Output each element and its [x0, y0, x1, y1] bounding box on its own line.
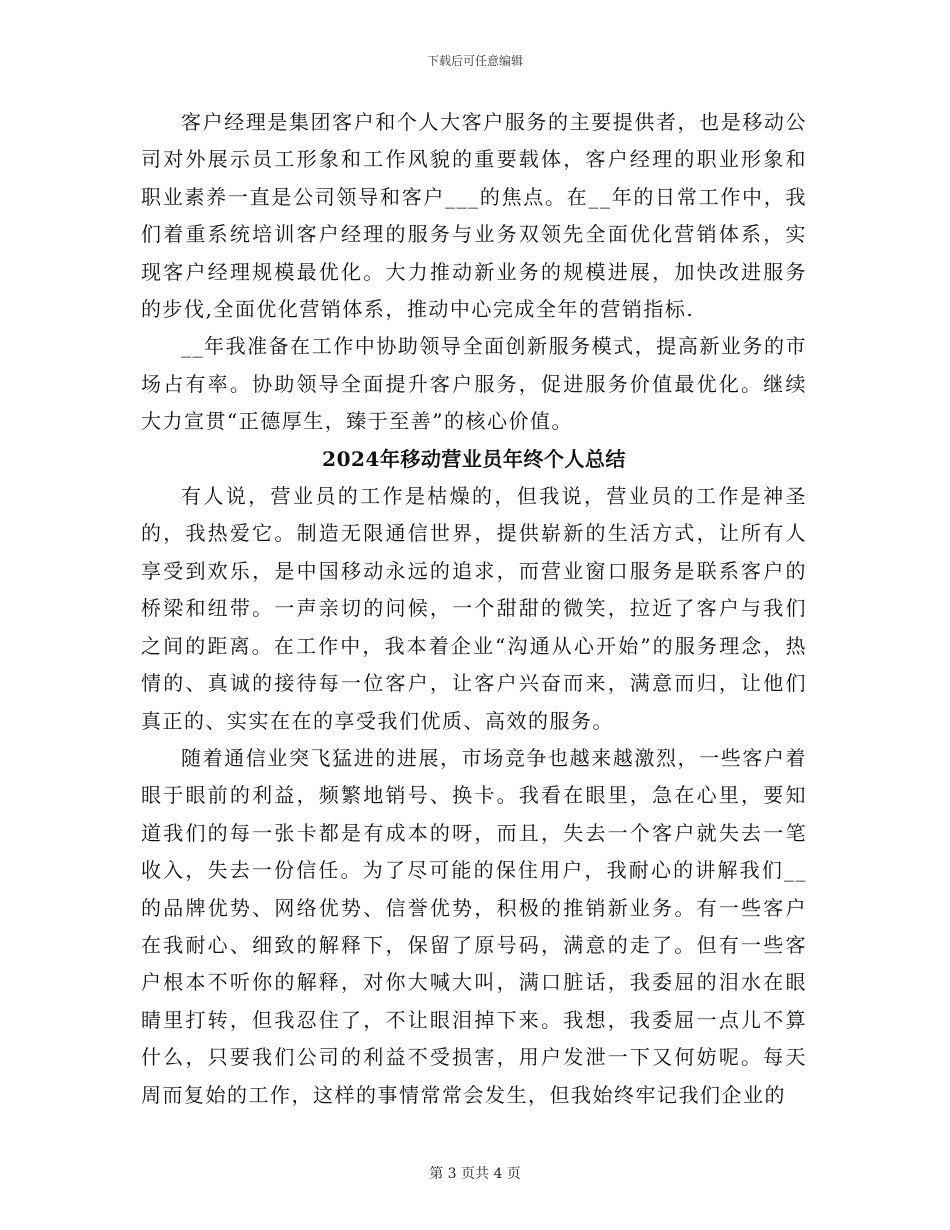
- paragraph-client-manager-role: 客户经理是集团客户和个人大客户服务的主要提供者，也是移动公司对外展示员工形象和工作风貌的重要载体，客户经理的职业形象和职业素养一直是公司领导和客户___的焦点。在__年的日常工作中，我们着重系统培训客户经理的服务与业务双领先全面优化营销体系，实现客户经理规模最优化。大力推动新业务的规模进展，加快改进服务的步伐,全面优化营销体系，推动中心完成全年的营销指标.: [141, 110, 807, 322]
- paragraph-customer-retention: 随着通信业突飞猛进的进展，市场竞争也越来越激烈，一些客户着眼于眼前的利益，频繁地销号、换卡。我看在眼里，急在心里，要知道我们的每一张卡都是有成本的呀，而且，失去一个客户就失去一笔收入，失去一份信任。为了尽可能的保住用户，我耐心的讲解我们__的品牌优势、网络优势、信誉优势，积极的推销新业务。有一些客户在我耐心、细致的解释下，保留了原号码，满意的走了。但有一些客户根本不听你的解释，对你大喊大叫，满口脏话，我委屈的泪水在眼睛里打转，但我忍住了，不让眼泪掉下来。我想，我委屈一点儿不算什么，只要我们公司的利益不受损害，用户发泄一下又何妨呢。每天周而复始的工作，这样的事情常常会发生，但我始终牢记我们企业的: [141, 745, 807, 1107]
- section-title: 2024年移动营业员年终个人总结: [322, 446, 626, 471]
- paragraph-next-year-plan: __年我准备在工作中协助领导全面创新服务模式，提高新业务的市场占有率。协助领导全面提升客户服务，促进服务价值最优化。继续大力宣贯“正德厚生，臻于至善”的核心价值。: [141, 334, 807, 434]
- page-header: 下载后可任意编辑: [426, 54, 523, 68]
- document-body: [141, 104, 807, 1114]
- page-number-footer: 第 3 页共 4 页: [429, 1166, 521, 1182]
- paragraph-love-of-work: 有人说，营业员的工作是枯燥的，但我说，营业员的工作是神圣的，我热爱它。制造无限通信世界，提供崭新的生活方式，让所有人享受到欢乐，是中国移动永远的追求，而营业窗口服务是联系客户的桥梁和纽带。一声亲切的问候，一个甜甜的微笑，拉近了客户与我们之间的距离。在工作中，我本着企业“沟通从心开始”的服务理念，热情的、真诚的接待每一位客户，让客户兴奋而来，满意而归，让他们真正的、实实在在的享受我们优质、高效的服务。: [141, 484, 807, 733]
